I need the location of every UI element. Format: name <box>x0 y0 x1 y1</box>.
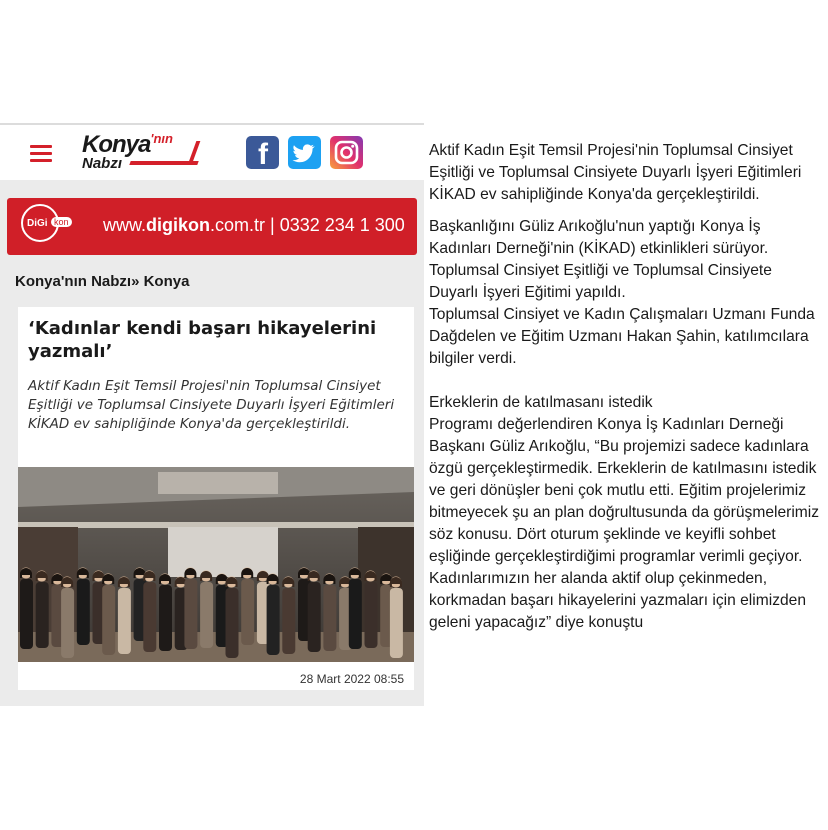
body-subheading: Erkeklerin de katılmasanı istedik <box>429 394 653 411</box>
article-card <box>18 307 414 690</box>
body-paragraph-3: Toplumsal Cinsiyet ve Kadın Çalışmaları Uzmanı Funda Dağdelen ve Eğitim Uzmanı Hakan Şahin, katılımcılara bilgiler verdi. <box>429 306 815 367</box>
body-paragraph-4: Programı değerlendiren Konya İş Kadınları Derneği Başkanı Güliz Arıkoğlu, “Bu projemizi sadece kadınlara özgü gerçekleştirmedik. Erkeklerin de katılmasını istedik ve geri dönüşler beni çok mutlu etti. Eğitim projelerimiz bitmeyecek şu an plan doğrultusunda da görüşmelerimiz söz konusu. Dört oturum şeklinde ve keyifli sohbet eşliğinde gerçekleştirdiğimi programlar verimli geçiyor. Kadınlarımızın her alanda aktif olup çekinmeden, korkmadan başarı hikayelerini yazmaları için elimizden geleni yapacağız” diye konuştu <box>429 416 820 631</box>
article-body <box>429 140 821 634</box>
instagram-icon[interactable] <box>330 136 363 169</box>
group-photo <box>18 467 414 662</box>
ad-text <box>103 215 405 236</box>
site-logo[interactable] <box>80 131 202 175</box>
facebook-icon[interactable]: f <box>246 136 279 169</box>
ad-logo-digi: DiGi <box>27 218 48 229</box>
body-paragraph-1: Aktif Kadın Eşit Temsil Projesi'nin Toplumsal Cinsiyet Eşitliği ve Toplumsal Cinsiyete Duyarlı İşyeri Eğitimleri KİKAD ev sahipliğinde Konya'da gerçekleştirildi. <box>429 142 802 203</box>
logo-suffix: 'nın <box>150 131 173 146</box>
article-title: ‘Kadınlar kendi başarı hikayelerini yazmalı’ <box>28 318 377 362</box>
article-photo <box>18 467 414 662</box>
ad-banner[interactable] <box>7 198 417 255</box>
twitter-icon[interactable] <box>288 136 321 169</box>
phone-screenshot <box>0 123 424 706</box>
ad-text-suffix: .com.tr | 0332 234 1 300 <box>210 215 405 235</box>
ad-text-brand: digikon <box>146 215 211 235</box>
article-date: 28 Mart 2022 08:55 <box>299 672 404 686</box>
digikon-logo <box>21 204 81 248</box>
ad-text-prefix: www. <box>103 215 147 235</box>
logo-line2: Nabzı <box>82 155 123 172</box>
ad-logo-kon: kon <box>51 217 72 227</box>
article-lead: Aktif Kadın Eşit Temsil Projesi'nin Toplumsal Cinsiyet Eşitliği ve Toplumsal Cinsiyete Duyarlı İşyeri Eğitimleri KİKAD ev sahipliğinde Konya'da gerçekleştirildi. <box>28 378 395 432</box>
breadcrumb[interactable]: Konya'nın Nabzı» Konya <box>15 273 190 290</box>
menu-icon[interactable] <box>30 145 52 163</box>
site-header <box>0 123 424 180</box>
body-paragraph-2: Başkanlığını Güliz Arıkoğlu'nun yaptığı Konya İş Kadınları Derneği'nin (KİKAD) etkinlikleri sürüyor. Toplumsal Cinsiyet Eşitliği ve Toplumsal Cinsiyete Duyarlı İşyeri Eğitimi yapıldı. <box>429 218 772 301</box>
logo-line1: Konya <box>82 131 151 158</box>
